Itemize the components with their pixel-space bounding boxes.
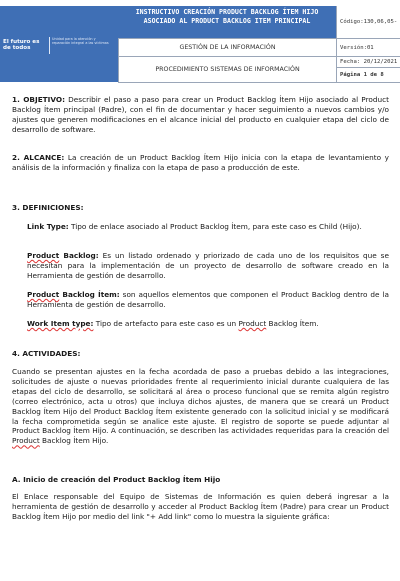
section-objetivo: [12, 95, 389, 135]
subsection-a-heading: A. Inicio de creación del Product Backlog Ítem Hijo: [12, 475, 221, 484]
document-date: Fecha: 20/12/2021: [336, 57, 400, 68]
definition-text: son aquellos elementos que componen el Product Backlog dentro de la Herramienta de gestión de desarrollo.: [27, 290, 389, 309]
actividades-text: Backlog Ítem Hijo.: [39, 436, 109, 446]
section-alcance-text: La creación de un Product Backlog Ítem Hijo inicia con la etapa de levantamiento y análisis de la información y finaliza con la etapa de paso a producción de este.: [12, 153, 389, 172]
definition-text: Backlog Ítem.: [266, 319, 319, 328]
definition-text: Tipo de enlace asociado al Product Backlog Ítem, para este caso es Child (Hijo).: [68, 222, 362, 231]
subsection-a-text: El Enlace responsable del Equipo de Sistemas de Información es quien deberá ingresar a la herramienta de gestión de desarrollo y acceder al Product Backlog Ítem (Padre) para crear un Product Backlog Ítem Hijo por medio del link "+ Add link" como lo muestra la siguiente gráfica:: [12, 492, 389, 521]
definition-product-backlog: [27, 251, 389, 281]
definition-text: Product: [238, 319, 267, 328]
logo-title: El futuro es de todos: [3, 39, 40, 52]
section-objetivo-label: 1. OBJETIVO:: [12, 95, 66, 104]
definition-link-type: [27, 222, 389, 232]
definition-term: Backlog Ítem:: [59, 290, 120, 299]
procedure-name: PROCEDIMIENTO SISTEMAS DE INFORMACIÓN: [118, 57, 336, 83]
definition-text: Es un listado ordenado y priorizado de cada uno de los requisitos que se necesitan para la implementación de un proyecto de desarrollo de software creado en la Herramienta de gestión de desarrollo.: [27, 251, 389, 280]
logo-divider: [49, 37, 50, 54]
document-title: INSTRUCTIVO CREACIÓN PRODUCT BACKLOG ÍTEM HIJO ASOCIADO AL PRODUCT BACKLOG ITEM PRINCIPAL: [118, 6, 336, 39]
actividades-text: Product: [12, 436, 40, 446]
definition-term: Product: [27, 251, 60, 260]
document-version: Versión:01: [336, 39, 400, 57]
logo-subtitle: Unidad para la atención y reparación integral a las víctimas: [52, 37, 109, 46]
section-definiciones-label: 3. DEFINICIONES:: [12, 203, 84, 212]
section-actividades-label: 4. ACTIVIDADES:: [12, 349, 81, 358]
section-alcance: [12, 153, 389, 173]
definition-term: Backlog:: [59, 251, 99, 260]
document-code: Código:130,06,05-: [336, 6, 400, 39]
section-actividades-text: [12, 367, 389, 446]
definition-term: Link Type:: [27, 222, 69, 231]
process-name: GESTIÓN DE LA INFORMACIÓN: [118, 39, 336, 57]
definition-work-item-type: [27, 319, 389, 329]
section-alcance-label: 2. ALCANCE:: [12, 153, 65, 162]
definition-text: Tipo de artefacto para este caso es un: [93, 319, 239, 328]
definition-term: Work Item type:: [27, 319, 94, 328]
definition-term: Product: [27, 290, 60, 299]
page-number: Página 1 de 8: [336, 68, 400, 83]
definition-product-backlog-item: [27, 290, 389, 310]
actividades-text: Cuando se presentan ajustes en la fecha acordada de paso a pruebas debido a las integraciones, solicitudes de ajuste o nuevas prioridades frente al requerimiento inicial durante cualquiera de las etapas del ciclo de desarrollo, se solicitará al área o proceso funcional que se remita algún registro (correo electrónico, acta u otros) que incluya dichos ajustes, de manera que se creará un Product Backlog Ítem Hijo del Product Backlog Ítem existente generado con la solicitud inicial y se modificará la fecha comprometida según se analice este ajuste. El registro de soporte se puede adjuntar al Product Backlog Ítem Hijo. A continuación, se describen las actividades requeridas para la creación del: [12, 367, 389, 436]
section-objetivo-text: Describir el paso a paso para crear un Product Backlog Ítem Hijo asociado al Product Backlog Ítem principal (Padre), con el fin de documentar y hacer seguimiento a nuevos cambios y/o ajustes que generen modificaciones en el alcance inicial del producto en cualquier etapa del ciclo de desarrollo de software.: [12, 95, 389, 134]
entity-logo: [0, 6, 118, 82]
